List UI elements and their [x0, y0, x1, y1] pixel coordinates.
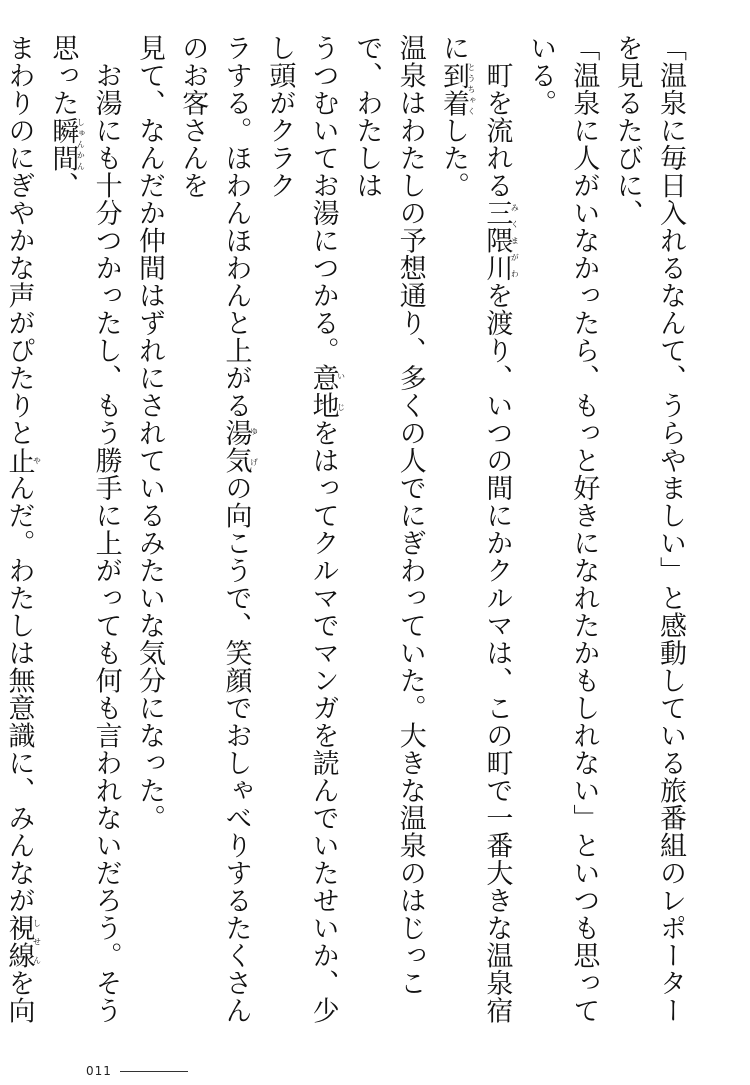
text-run: まわりのにぎやかな声がぴたりと: [3, 34, 35, 447]
text-run: 「温泉に毎日入れるなんて、うらやましい」と感動している旅番組のレポーターを見るたびに、: [611, 34, 686, 1024]
ruby-word: [3, 446, 42, 475]
text-run: 町を流れる: [481, 34, 513, 199]
ruby-base: 意地: [307, 364, 339, 419]
text-line: [432, 34, 519, 1034]
page-number: 011: [86, 1064, 112, 1078]
vertical-body-text: [3, 34, 692, 1034]
text-run: お湯にも十分つかったし、もう勝手に上がっても何も言われないだろう。そう思った: [47, 34, 122, 1024]
text-run: 見て、なんだか仲間はずれにされているみたいな気分になった。: [133, 34, 165, 832]
text-run: をはってクルマでマンガを読んでいたせいか、少し頭がクラク: [264, 34, 339, 1024]
ruby-reading: みくまがわ: [510, 199, 520, 282]
text-line: [605, 34, 692, 1034]
text-line: [171, 34, 258, 1034]
text-line: [0, 34, 41, 1034]
ruby-reading: や: [32, 446, 42, 474]
text-run: を向: [3, 969, 35, 1024]
text-run: んだ。わたしは無意識に、みんなが: [3, 474, 35, 914]
text-run: した。: [438, 116, 470, 199]
text-line: [519, 34, 606, 1034]
folio-rule: [120, 1071, 188, 1072]
ruby-word: [47, 116, 86, 172]
ruby-reading: しゅんかん: [76, 116, 86, 172]
ruby-base: 到着: [438, 61, 470, 117]
ruby-reading: ゆげ: [249, 419, 259, 474]
ruby-word: [3, 914, 42, 969]
ruby-word: [220, 419, 259, 474]
ruby-base: 三隈川: [481, 199, 513, 282]
text-line: [345, 34, 432, 1034]
ruby-base: 瞬間: [47, 116, 79, 172]
ruby-base: 止: [3, 446, 35, 474]
text-run: を渡り、いつの間にかクルマは、この町で一番大きな温泉宿に: [438, 34, 513, 1024]
text-run: 温泉はわたしの予想通り、多くの人でにぎわっていた。大きな温泉のはじっこで、わたしは: [351, 34, 426, 997]
text-run: ラする。ほわんほわんと上がる: [220, 34, 252, 419]
ruby-word: [438, 61, 477, 117]
text-line: [128, 34, 171, 1034]
text-run: 「温泉に人がいなかったら、もっと好きになれたかもしれない」といつも思っている。: [525, 34, 600, 1024]
text-line: [41, 34, 128, 1034]
ruby-base: 湯気: [220, 419, 252, 474]
ruby-reading: いじ: [336, 364, 346, 419]
ruby-base: 視線: [3, 914, 35, 969]
text-run: の向こうで、笑顔でおしゃべりするたくさんのお客さんを: [177, 34, 252, 1024]
text-run: 、: [47, 171, 79, 199]
text-run: うつむいてお湯につかる。: [307, 34, 339, 364]
ruby-reading: とうちゃく: [467, 61, 477, 117]
folio: [86, 1064, 188, 1078]
ruby-reading: しせん: [32, 914, 42, 969]
ruby-word: [481, 199, 520, 282]
ruby-word: [307, 364, 346, 419]
text-line: [258, 34, 345, 1034]
